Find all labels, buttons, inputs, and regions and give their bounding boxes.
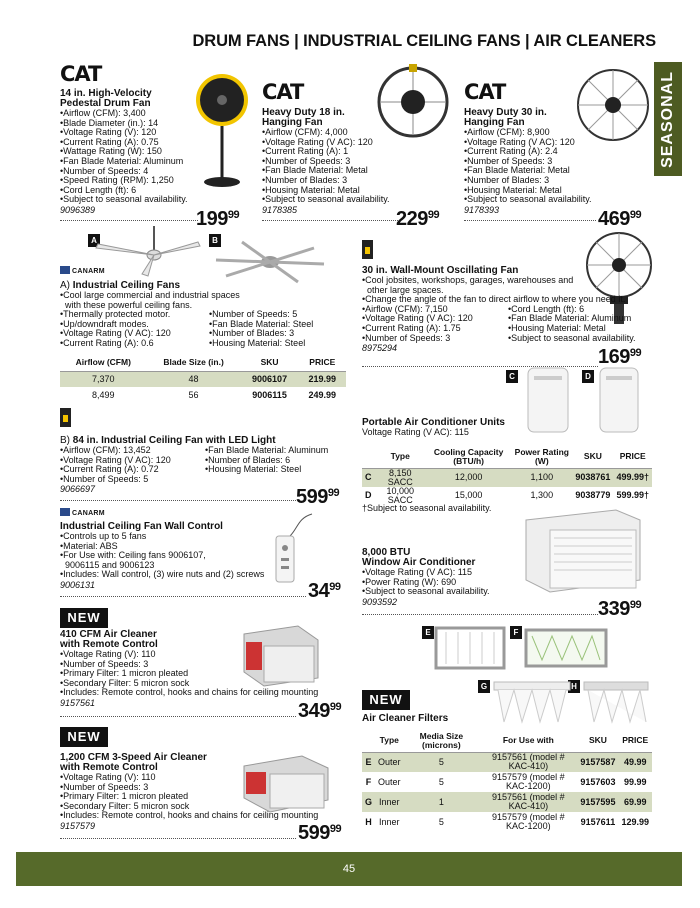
- table-cell: H: [365, 816, 372, 827]
- air-cleaner-410-title-1: 410 CFM Air Cleaner: [60, 629, 157, 640]
- table-cell: 9157561 (model # KAC-410): [492, 792, 565, 811]
- cat-logo-2: CAT: [262, 80, 304, 104]
- spec-line: •Voltage Rating (V AC): 120: [362, 313, 473, 324]
- table-header-row: [362, 446, 652, 468]
- spec-line: •Current Rating (A): 0.6: [60, 337, 154, 348]
- air-cleaner-1200-sku: 9157579: [60, 820, 96, 831]
- spec-line: •Cord Length (ft): 6: [60, 184, 137, 195]
- table-cell: 5: [438, 756, 444, 767]
- table-row: [362, 812, 652, 832]
- table-row: [60, 371, 346, 387]
- table-header: PRICE: [299, 355, 346, 371]
- table-cell: 5: [438, 776, 444, 787]
- spec-line: •Cord Length (ft): 6: [508, 303, 585, 314]
- ceiling-fans-specs: [60, 291, 350, 310]
- drum-fan-price: $199^{99}$: [196, 208, 240, 230]
- spec-line: •Subject to seasonal availability.: [362, 586, 490, 597]
- spec-line: •Voltage Rating (V AC): 120: [60, 454, 171, 465]
- drum-fan-dots: [60, 220, 198, 221]
- spec-line: •Number of Speeds: 3: [60, 658, 149, 669]
- hanging-fan-30-block: [464, 108, 614, 215]
- new-badge-1: NEW: [60, 608, 108, 628]
- hanging-fan-30-title-2: Hanging Fan: [464, 117, 525, 128]
- table-cell: 8,150 SACC: [387, 467, 413, 487]
- spec-line: •Fan Blade Material: Metal: [464, 165, 570, 176]
- spec-line: •Includes: Remote control, hooks and chains for ceiling mounting: [60, 810, 319, 821]
- hanging-fan-18-specs: [262, 128, 412, 205]
- spec-line: •Material: ABS: [60, 540, 118, 551]
- table-cell: G: [365, 796, 373, 807]
- air-cleaner-1200-dots: [60, 838, 296, 839]
- spec-line: •Primary Filter: 1 micron pleated: [60, 791, 189, 802]
- spec-line: 9006115 and 9006123: [60, 559, 155, 570]
- wall-control-title: Industrial Ceiling Fan Wall Control: [60, 521, 223, 532]
- ceiling-fans-prefix: A): [60, 280, 70, 291]
- filters-title: Air Cleaner Filters: [362, 713, 449, 724]
- hanging-fan-18-dots: [262, 220, 398, 221]
- ceiling-fans-specs-cols: [60, 310, 350, 348]
- ceiling-fans-block: [60, 281, 350, 349]
- table-cell: 9038761: [575, 472, 611, 482]
- led-fan-dots: [60, 500, 296, 501]
- table-cell: 56: [188, 389, 199, 400]
- table-row: [362, 468, 652, 487]
- wall-control-price: $34^{99}$: [308, 580, 341, 602]
- new-badge-3: NEW: [362, 690, 410, 710]
- label-c: C: [506, 370, 518, 383]
- table-row: [362, 487, 652, 505]
- wall-mount-fan-price: $169^{99}$: [598, 346, 642, 368]
- seasonal-tab: [654, 62, 682, 176]
- hanging-fan-18-sku: 9178385: [262, 204, 298, 215]
- filter-g-image: [492, 680, 572, 724]
- spec-line: •Number of Speeds: 3: [464, 155, 553, 166]
- window-ac-price: $339^{99}$: [598, 598, 642, 620]
- spec-line: •Fan Blade Material: Metal: [262, 165, 368, 176]
- table-header-row: [362, 730, 652, 752]
- table-row: [60, 387, 346, 403]
- label-a: A: [88, 234, 100, 247]
- spec-line: •Number of Blades: 3: [262, 174, 348, 185]
- wall-mount-fan-block: [362, 266, 654, 353]
- table-cell: 129.99: [621, 816, 649, 827]
- table-header: PRICE: [618, 730, 652, 752]
- window-ac-sku: 9093592: [362, 596, 398, 607]
- table-cell: 9157611: [580, 816, 616, 827]
- drum-fan-title-1: 14 in. High-Velocity: [60, 88, 152, 99]
- spec-line: •Power Rating (W): 690: [362, 576, 457, 587]
- cat-logo-3: CAT: [464, 80, 506, 104]
- spec-line: •Number of Speeds: 3: [362, 332, 451, 343]
- hanging-fan-30-price: $469^{99}$: [598, 208, 642, 230]
- wall-control-image: [268, 512, 318, 584]
- table-cell: Outer: [378, 776, 401, 787]
- drum-fan-sku: 9096389: [60, 204, 96, 215]
- table-cell: 10,000 SACC: [386, 485, 415, 505]
- portable-ac-table: [362, 446, 652, 505]
- spec-line: •Current Rating (A): 1.75: [362, 322, 461, 333]
- spec-line: •Current Rating (A): 0.75: [60, 136, 159, 147]
- table-cell: Outer: [378, 756, 401, 767]
- spec-line: with these powerful ceiling fans.: [60, 299, 193, 310]
- spec-line: •Current Rating (A): 0.72: [60, 464, 159, 475]
- table-cell: 1,100: [530, 472, 554, 482]
- portable-ac-title: Portable Air Conditioner Units: [362, 417, 505, 428]
- power-pack-icon-2: [362, 240, 373, 259]
- table-cell: 9157603: [580, 776, 616, 787]
- filter-f-image: [524, 628, 608, 668]
- table-cell: E: [365, 756, 372, 767]
- table-cell: 9157579 (model # KAC-1200): [492, 772, 565, 791]
- table-header: Blade Size (in.): [147, 355, 241, 371]
- spec-line: •Thermally protected motor.: [60, 309, 171, 320]
- spec-line: •Controls up to 5 fans: [60, 531, 147, 541]
- table-row: [362, 772, 652, 792]
- spec-line: •Fan Blade Material: Aluminum: [508, 313, 632, 324]
- drum-fan-image: [192, 68, 252, 190]
- air-cleaner-1200-price: $599^{99}$: [298, 822, 342, 844]
- hanging-fan-18-title-1: Heavy Duty 18 in.: [262, 107, 345, 118]
- window-ac-dots: [362, 614, 598, 615]
- table-row: [362, 792, 652, 812]
- table-cell: D: [365, 490, 372, 500]
- table-cell: 9157579 (model # KAC-1200): [492, 812, 565, 831]
- spec-line: •Airflow (CFM): 7,150: [362, 303, 448, 314]
- spec-line: •Fan Blade Material: Aluminum: [205, 445, 329, 455]
- spec-line: •Airflow (CFM): 8,900: [464, 127, 550, 137]
- wall-mount-fan-sku: 8975294: [362, 343, 398, 354]
- spec-line: •Number of Blades: 3: [464, 174, 550, 185]
- spec-line: •Speed Rating (RPM): 1,250: [60, 175, 174, 186]
- table-header: Power Rating (W): [511, 446, 572, 468]
- spec-line: •Number of Blades: 3: [209, 328, 295, 339]
- portable-ac-block: [362, 418, 652, 438]
- spec-line: •Current Rating (A): 2.4: [464, 146, 558, 157]
- spec-line: •Subject to seasonal availability.: [464, 194, 592, 205]
- ceiling-fans-title-text: Industrial Ceiling Fans: [72, 280, 181, 291]
- spec-line: •Housing Material: Metal: [262, 184, 360, 195]
- label-b: B: [209, 234, 221, 247]
- page-header: DRUM FANS | INDUSTRIAL CEILING FANS | AIR CLEANERS: [192, 32, 656, 50]
- label-d: D: [582, 370, 594, 383]
- label-e: E: [422, 626, 434, 639]
- hanging-fan-30-specs: [464, 128, 614, 205]
- table-cell: 7,370: [92, 373, 115, 384]
- table-header: Type: [375, 446, 427, 468]
- table-cell: F: [365, 776, 372, 787]
- wall-control-sku: 9006131: [60, 579, 96, 590]
- portable-ac-sub: Voltage Rating (V AC): 115: [362, 427, 469, 437]
- spec-line: •Number of Speeds: 5: [209, 309, 298, 320]
- spec-line: •Voltage Rating (V AC): 120: [262, 136, 373, 147]
- table-cell: 9006115: [252, 389, 287, 400]
- page-number: 45: [342, 863, 356, 875]
- window-ac-title-2: Window Air Conditioner: [362, 557, 476, 568]
- spec-line: •Fan Blade Material: Aluminum: [60, 155, 184, 166]
- page-footer: [16, 852, 682, 886]
- ceiling-fan-a-image: [92, 222, 202, 278]
- table-header: [362, 730, 375, 752]
- air-cleaner-410-dots: [60, 716, 296, 717]
- label-h: H: [568, 680, 580, 693]
- wall-mount-fan-title: 30 in. Wall-Mount Oscillating Fan: [362, 265, 519, 276]
- table-header-row: [60, 355, 346, 371]
- table-cell: 49.99: [623, 756, 647, 767]
- spec-line: •Fan Blade Material: Steel: [209, 318, 314, 329]
- spec-line: •Subject to seasonal availability.: [508, 332, 636, 343]
- window-ac-title-1: 8,000 BTU: [362, 547, 411, 558]
- air-cleaner-410-title-2: with Remote Control: [60, 639, 158, 650]
- spec-line: •Number of Speeds: 3: [60, 781, 149, 792]
- table-cell: Inner: [379, 796, 400, 807]
- table-header: SKU: [572, 446, 613, 468]
- table-cell: 5: [438, 816, 444, 827]
- table-header: [362, 446, 375, 468]
- air-cleaner-1200-image: [240, 752, 332, 816]
- spec-line: •Voltage Rating (V): 110: [60, 772, 156, 782]
- canarm-logo-2: CANARM: [60, 508, 105, 517]
- hanging-fan-18-title-2: Hanging Fan: [262, 117, 323, 128]
- label-f: F: [510, 626, 522, 639]
- spec-line: •Voltage Rating (V): 120: [60, 127, 157, 138]
- table-cell: 9157587: [580, 756, 616, 767]
- table-row: [362, 752, 652, 772]
- filters-table: [362, 730, 652, 832]
- spec-line: •Subject to seasonal availability.: [262, 194, 390, 205]
- table-header: SKU: [577, 730, 618, 752]
- drum-fan-specs: [60, 109, 210, 205]
- table-cell: 8,499: [92, 389, 115, 400]
- spec-line: •Secondary Filter: 5 micron sock: [60, 677, 190, 688]
- hanging-fan-30-dots: [464, 220, 596, 221]
- table-header: For Use with: [479, 730, 577, 752]
- table-cell: 12,000: [454, 472, 483, 482]
- table-header: Media Size (microns): [404, 730, 480, 752]
- table-cell: 249.99: [308, 389, 337, 400]
- spec-line: •Current Rating (A): 1: [262, 146, 349, 157]
- table-cell: 9157595: [580, 796, 616, 807]
- drum-fan-title-2: Pedestal Drum Fan: [60, 98, 151, 109]
- air-cleaner-410-price: $349^{99}$: [298, 700, 342, 722]
- hanging-fan-18-price: $229^{99}$: [396, 208, 440, 230]
- table-cell: 9006107: [252, 373, 288, 384]
- drum-fan-block: [60, 89, 210, 215]
- table-cell: 15,000: [454, 490, 483, 500]
- table-cell: 9038779: [575, 490, 611, 500]
- table-cell: 69.99: [623, 796, 647, 807]
- table-cell: 48: [188, 373, 199, 384]
- window-ac-block: [362, 548, 562, 607]
- table-header: Airflow (CFM): [60, 355, 147, 371]
- table-cell: 499.99†: [616, 472, 649, 482]
- canarm-logo: CANARM: [60, 266, 105, 275]
- filter-h-image: [582, 680, 650, 724]
- spec-line: •Blade Diameter (in.): 14: [60, 117, 159, 128]
- spec-line: other large spaces.: [362, 284, 444, 295]
- led-fan-title-text: 84 in. Industrial Ceiling Fan with LED Light: [72, 435, 276, 446]
- spec-line: •Voltage Rating (V AC): 120: [464, 136, 575, 147]
- spec-line: •Voltage Rating (V AC): 120: [60, 328, 171, 339]
- cat-logo: CAT: [60, 62, 102, 86]
- table-header: PRICE: [613, 446, 652, 468]
- spec-line: •Airflow (CFM): 13,452: [60, 445, 151, 455]
- spec-line: •For Use with: Ceiling fans 9006107,: [60, 550, 206, 561]
- spec-line: •Housing Material: Metal: [508, 322, 606, 333]
- spec-line: •Up/downdraft modes.: [60, 318, 149, 329]
- spec-line: •Voltage Rating (V): 110: [60, 649, 156, 659]
- new-badge-2: NEW: [60, 727, 108, 747]
- table-cell: 599.99†: [616, 490, 649, 500]
- power-pack-icon: [60, 408, 71, 427]
- led-fan-price: $599^{99}$: [296, 486, 340, 508]
- table-cell: 99.99: [623, 776, 647, 787]
- spec-line: •Airflow (CFM): 4,000: [262, 127, 348, 137]
- spec-line: •Wattage Rating (W): 150: [60, 146, 162, 157]
- table-cell: C: [365, 472, 372, 482]
- wall-control-dots: [60, 596, 306, 597]
- spec-line: •Cool jobsites, workshops, garages, warehouses and: [362, 275, 574, 285]
- spec-line: •Number of Blades: 6: [205, 454, 291, 465]
- table-header: SKU: [241, 355, 299, 371]
- spec-line: •Includes: Remote control, hooks and chains for ceiling mounting: [60, 687, 319, 698]
- spec-line: •Housing Material: Metal: [464, 184, 562, 195]
- wall-mount-fan-specs-cols: [362, 305, 654, 343]
- ceiling-fan-b-image: [212, 238, 328, 286]
- spec-line: •Change the angle of the fan to direct airflow to where you need it.: [362, 294, 626, 305]
- table-cell: 9157561 (model # KAC-410): [492, 752, 565, 772]
- led-fan-specs: [60, 446, 350, 484]
- hanging-fan-18-block: [262, 108, 412, 215]
- spec-line: •Housing Material: Steel: [205, 464, 302, 475]
- spec-line: •Number of Speeds: 4: [60, 165, 149, 176]
- spec-line: •Number of Speeds: 3: [262, 155, 351, 166]
- portable-ac-note: †Subject to seasonal availability.: [362, 503, 492, 513]
- filter-e-image: [434, 626, 506, 670]
- air-cleaner-1200-title-1: 1,200 CFM 3-Speed Air Cleaner: [60, 752, 207, 763]
- hanging-fan-30-sku: 9178393: [464, 204, 500, 215]
- wall-mount-fan-specs: [362, 276, 654, 305]
- table-header: Cooling Capacity (BTU/h): [426, 446, 511, 468]
- ceiling-fans-table: [60, 355, 346, 403]
- table-cell: Inner: [379, 816, 400, 827]
- spec-line: •Secondary Filter: 5 micron sock: [60, 800, 190, 811]
- spec-line: •Primary Filter: 1 micron pleated: [60, 668, 189, 679]
- seasonal-tab-label: SEASONAL: [659, 70, 676, 168]
- spec-line: •Cool large commercial and industrial spaces: [60, 290, 240, 300]
- table-cell: 219.99: [308, 373, 337, 384]
- spec-line: •Voltage Rating (V AC): 115: [362, 567, 473, 577]
- spec-line: •Subject to seasonal availability.: [60, 194, 188, 205]
- spec-line: •Includes: Wall control, (3) wire nuts and (2) screws: [60, 569, 265, 580]
- table-cell: 1: [438, 796, 444, 807]
- air-cleaner-410-image: [238, 620, 324, 692]
- table-cell: 1,300: [530, 490, 554, 500]
- hanging-fan-30-title-1: Heavy Duty 30 in.: [464, 107, 547, 118]
- led-fan-prefix: B): [60, 435, 70, 446]
- spec-line: •Number of Speeds: 5: [60, 473, 149, 484]
- air-cleaner-1200-title-2: with Remote Control: [60, 762, 158, 773]
- spec-line: •Airflow (CFM): 3,400: [60, 108, 146, 118]
- spec-line: •Housing Material: Steel: [209, 337, 306, 348]
- label-g: G: [478, 680, 490, 693]
- led-fan-sku: 9066697: [60, 484, 96, 495]
- table-header: Type: [375, 730, 404, 752]
- window-ac-specs: [362, 568, 562, 597]
- air-cleaner-410-sku: 9157561: [60, 697, 96, 708]
